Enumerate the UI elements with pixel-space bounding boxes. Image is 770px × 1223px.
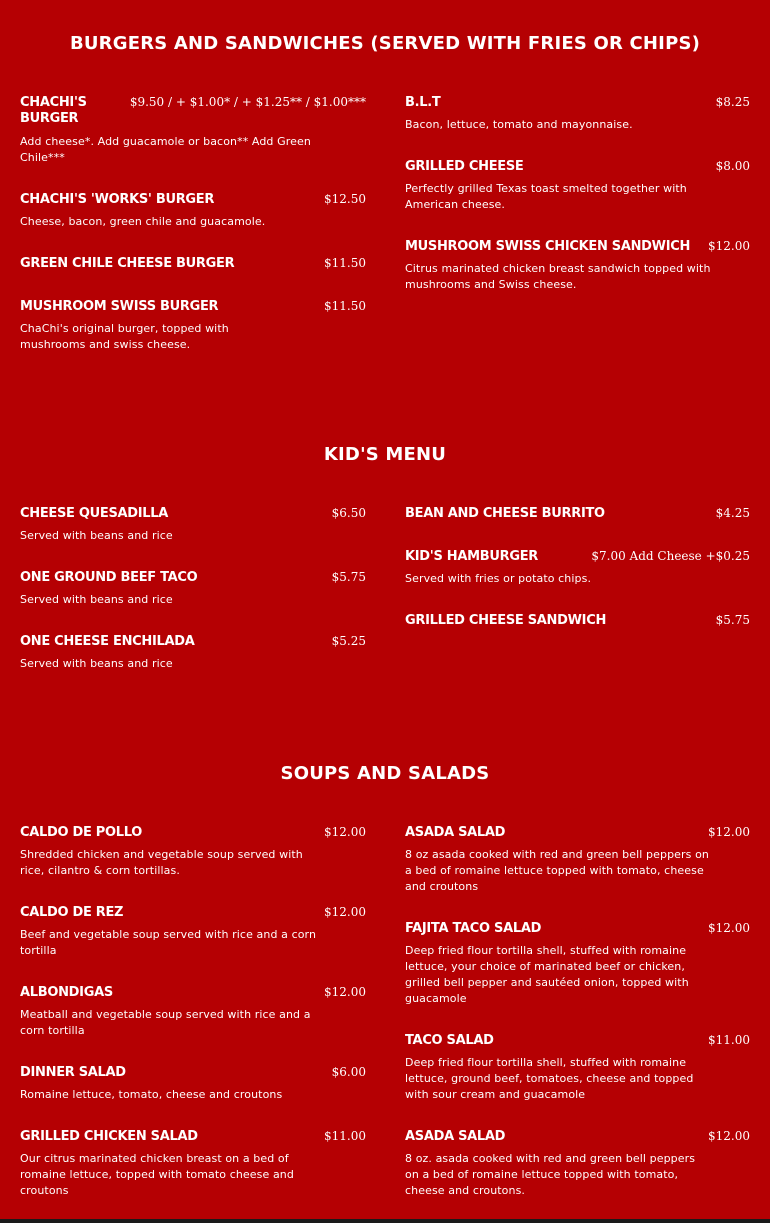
item-name: ASADA SALAD [405, 1129, 506, 1144]
item-description: ChaChi's original burger, topped with mushrooms and swiss cheese. [20, 322, 229, 351]
menu-item [405, 921, 751, 1007]
item-description: Bacon, lettuce, tomato and mayonnaise. [405, 118, 633, 131]
item-price: $8.00 [715, 159, 750, 173]
item-name: CALDO DE REZ [20, 905, 124, 920]
menu-item [20, 299, 366, 353]
item-description: Served with beans and rice [20, 529, 173, 542]
menu-item [20, 95, 366, 166]
menu-item [20, 634, 366, 672]
menu-item [405, 613, 751, 630]
item-price: $12.50 [324, 192, 366, 206]
item-description: Meatball and vegetable soup served with rice and a corn tortilla [20, 1008, 311, 1037]
item-price: $12.00 [708, 239, 750, 253]
menu-item [405, 159, 751, 213]
item-price: $5.75 [331, 570, 366, 584]
item-price: $12.00 [708, 1129, 750, 1143]
menu-item [405, 239, 751, 293]
menu-item [20, 1065, 366, 1103]
item-price: $12.00 [708, 825, 750, 839]
item-price: $12.00 [324, 905, 366, 919]
menu-item [20, 1129, 366, 1199]
section-title-kids: KID'S MENU [323, 444, 447, 465]
menu-item [20, 985, 366, 1039]
menu-item [405, 506, 751, 523]
menu-item [20, 256, 366, 273]
item-price: $8.25 [715, 95, 750, 109]
item-price: $9.50 / + $1.00* / + $1.25** / $1.00*** [129, 95, 366, 109]
item-description: Shredded chicken and vegetable soup served with rice, cilantro & corn tortillas. [20, 848, 303, 877]
item-name: CALDO DE POLLO [20, 825, 142, 840]
item-name: FAJITA TACO SALAD [405, 921, 542, 936]
item-name: TACO SALAD [405, 1033, 494, 1048]
item-price: $12.00 [708, 921, 750, 935]
section-title-burgers: BURGERS AND SANDWICHES (SERVED WITH FRIES OR CHIPS) [69, 33, 701, 54]
item-price: $6.50 [331, 506, 366, 520]
item-description: Served with fries or potato chips. [405, 572, 592, 585]
item-price: $4.25 [715, 506, 750, 520]
menu-item [405, 825, 751, 895]
item-name: GRILLED CHICKEN SALAD [20, 1129, 198, 1144]
item-name: ONE CHEESE ENCHILADA [20, 634, 195, 649]
item-name: ALBONDIGAS [20, 985, 113, 1000]
menu-item [20, 570, 366, 608]
item-name: B.L.T [405, 95, 441, 110]
item-name: CHACHI'S 'WORKS' BURGER [20, 192, 215, 207]
item-description: Served with beans and rice [20, 657, 173, 670]
menu-item [20, 825, 366, 879]
item-name: KID'S HAMBURGER [405, 549, 538, 564]
item-description: Romaine lettuce, tomato, cheese and croutons [20, 1088, 283, 1101]
item-price: $5.75 [715, 613, 750, 627]
section-title-soups: SOUPS AND SALADS [280, 763, 490, 784]
item-name: DINNER SALAD [20, 1065, 126, 1080]
item-price: $11.50 [324, 256, 366, 270]
bottom-border [0, 1219, 770, 1223]
item-name: CHEESE QUESADILLA [20, 506, 169, 521]
item-description: Beef and vegetable soup served with rice and a corn tortilla [20, 928, 317, 957]
item-name: BEAN AND CHEESE BURRITO [405, 506, 605, 521]
item-description: Served with beans and rice [20, 593, 173, 606]
item-price: $7.00 Add Cheese +$0.25 [591, 549, 750, 563]
item-name: ONE GROUND BEEF TACO [20, 570, 198, 585]
item-price: $11.50 [324, 299, 366, 313]
menu-item [405, 1033, 751, 1103]
item-description: Deep fried flour tortilla shell, stuffed with romaine lettuce, your choice of marinated beef or chicken, grilled bell pepper and sautéed onion, topped with guacamole [405, 944, 689, 1005]
menu-item [20, 506, 366, 544]
item-description: Perfectly grilled Texas toast smelted together with American cheese. [405, 182, 687, 211]
item-description: Add cheese*. Add guacamole or bacon** Add Green Chile*** [20, 135, 311, 164]
item-description: Cheese, bacon, green chile and guacamole. [20, 215, 266, 228]
item-price: $11.00 [324, 1129, 366, 1143]
menu-item [20, 905, 366, 959]
item-name: MUSHROOM SWISS BURGER [20, 299, 219, 314]
item-price: $6.00 [331, 1065, 366, 1079]
item-description: Deep fried flour tortilla shell, stuffed with romaine lettuce, ground beef, tomatoes, cheese and topped with sour cream and guacamole [405, 1056, 694, 1101]
item-name: MUSHROOM SWISS CHICKEN SANDWICH [405, 239, 691, 254]
item-name: GRILLED CHEESE [405, 159, 524, 174]
menu-item [405, 549, 751, 587]
item-price: $12.00 [324, 825, 366, 839]
item-price: $11.00 [708, 1033, 750, 1047]
item-name: GREEN CHILE CHEESE BURGER [20, 256, 235, 271]
item-description: 8 oz asada cooked with red and green bell peppers on a bed of romaine lettuce topped with tomato, cheese and croutons [405, 848, 709, 893]
item-name: CHACHI'S BURGER [20, 95, 87, 126]
item-price: $5.25 [331, 634, 366, 648]
item-name: ASADA SALAD [405, 825, 506, 840]
menu-item [405, 1129, 751, 1199]
item-price: $12.00 [324, 985, 366, 999]
item-description: 8 oz. asada cooked with red and green bell peppers on a bed of romaine lettuce topped with tomato, cheese and croutons. [405, 1152, 696, 1197]
menu-item [405, 95, 751, 133]
item-description: Our citrus marinated chicken breast on a bed of romaine lettuce, topped with tomato cheese and croutons [20, 1152, 294, 1197]
item-description: Citrus marinated chicken breast sandwich topped with mushrooms and Swiss cheese. [405, 262, 711, 291]
menu-item [20, 192, 366, 230]
item-name: GRILLED CHEESE SANDWICH [405, 613, 607, 628]
